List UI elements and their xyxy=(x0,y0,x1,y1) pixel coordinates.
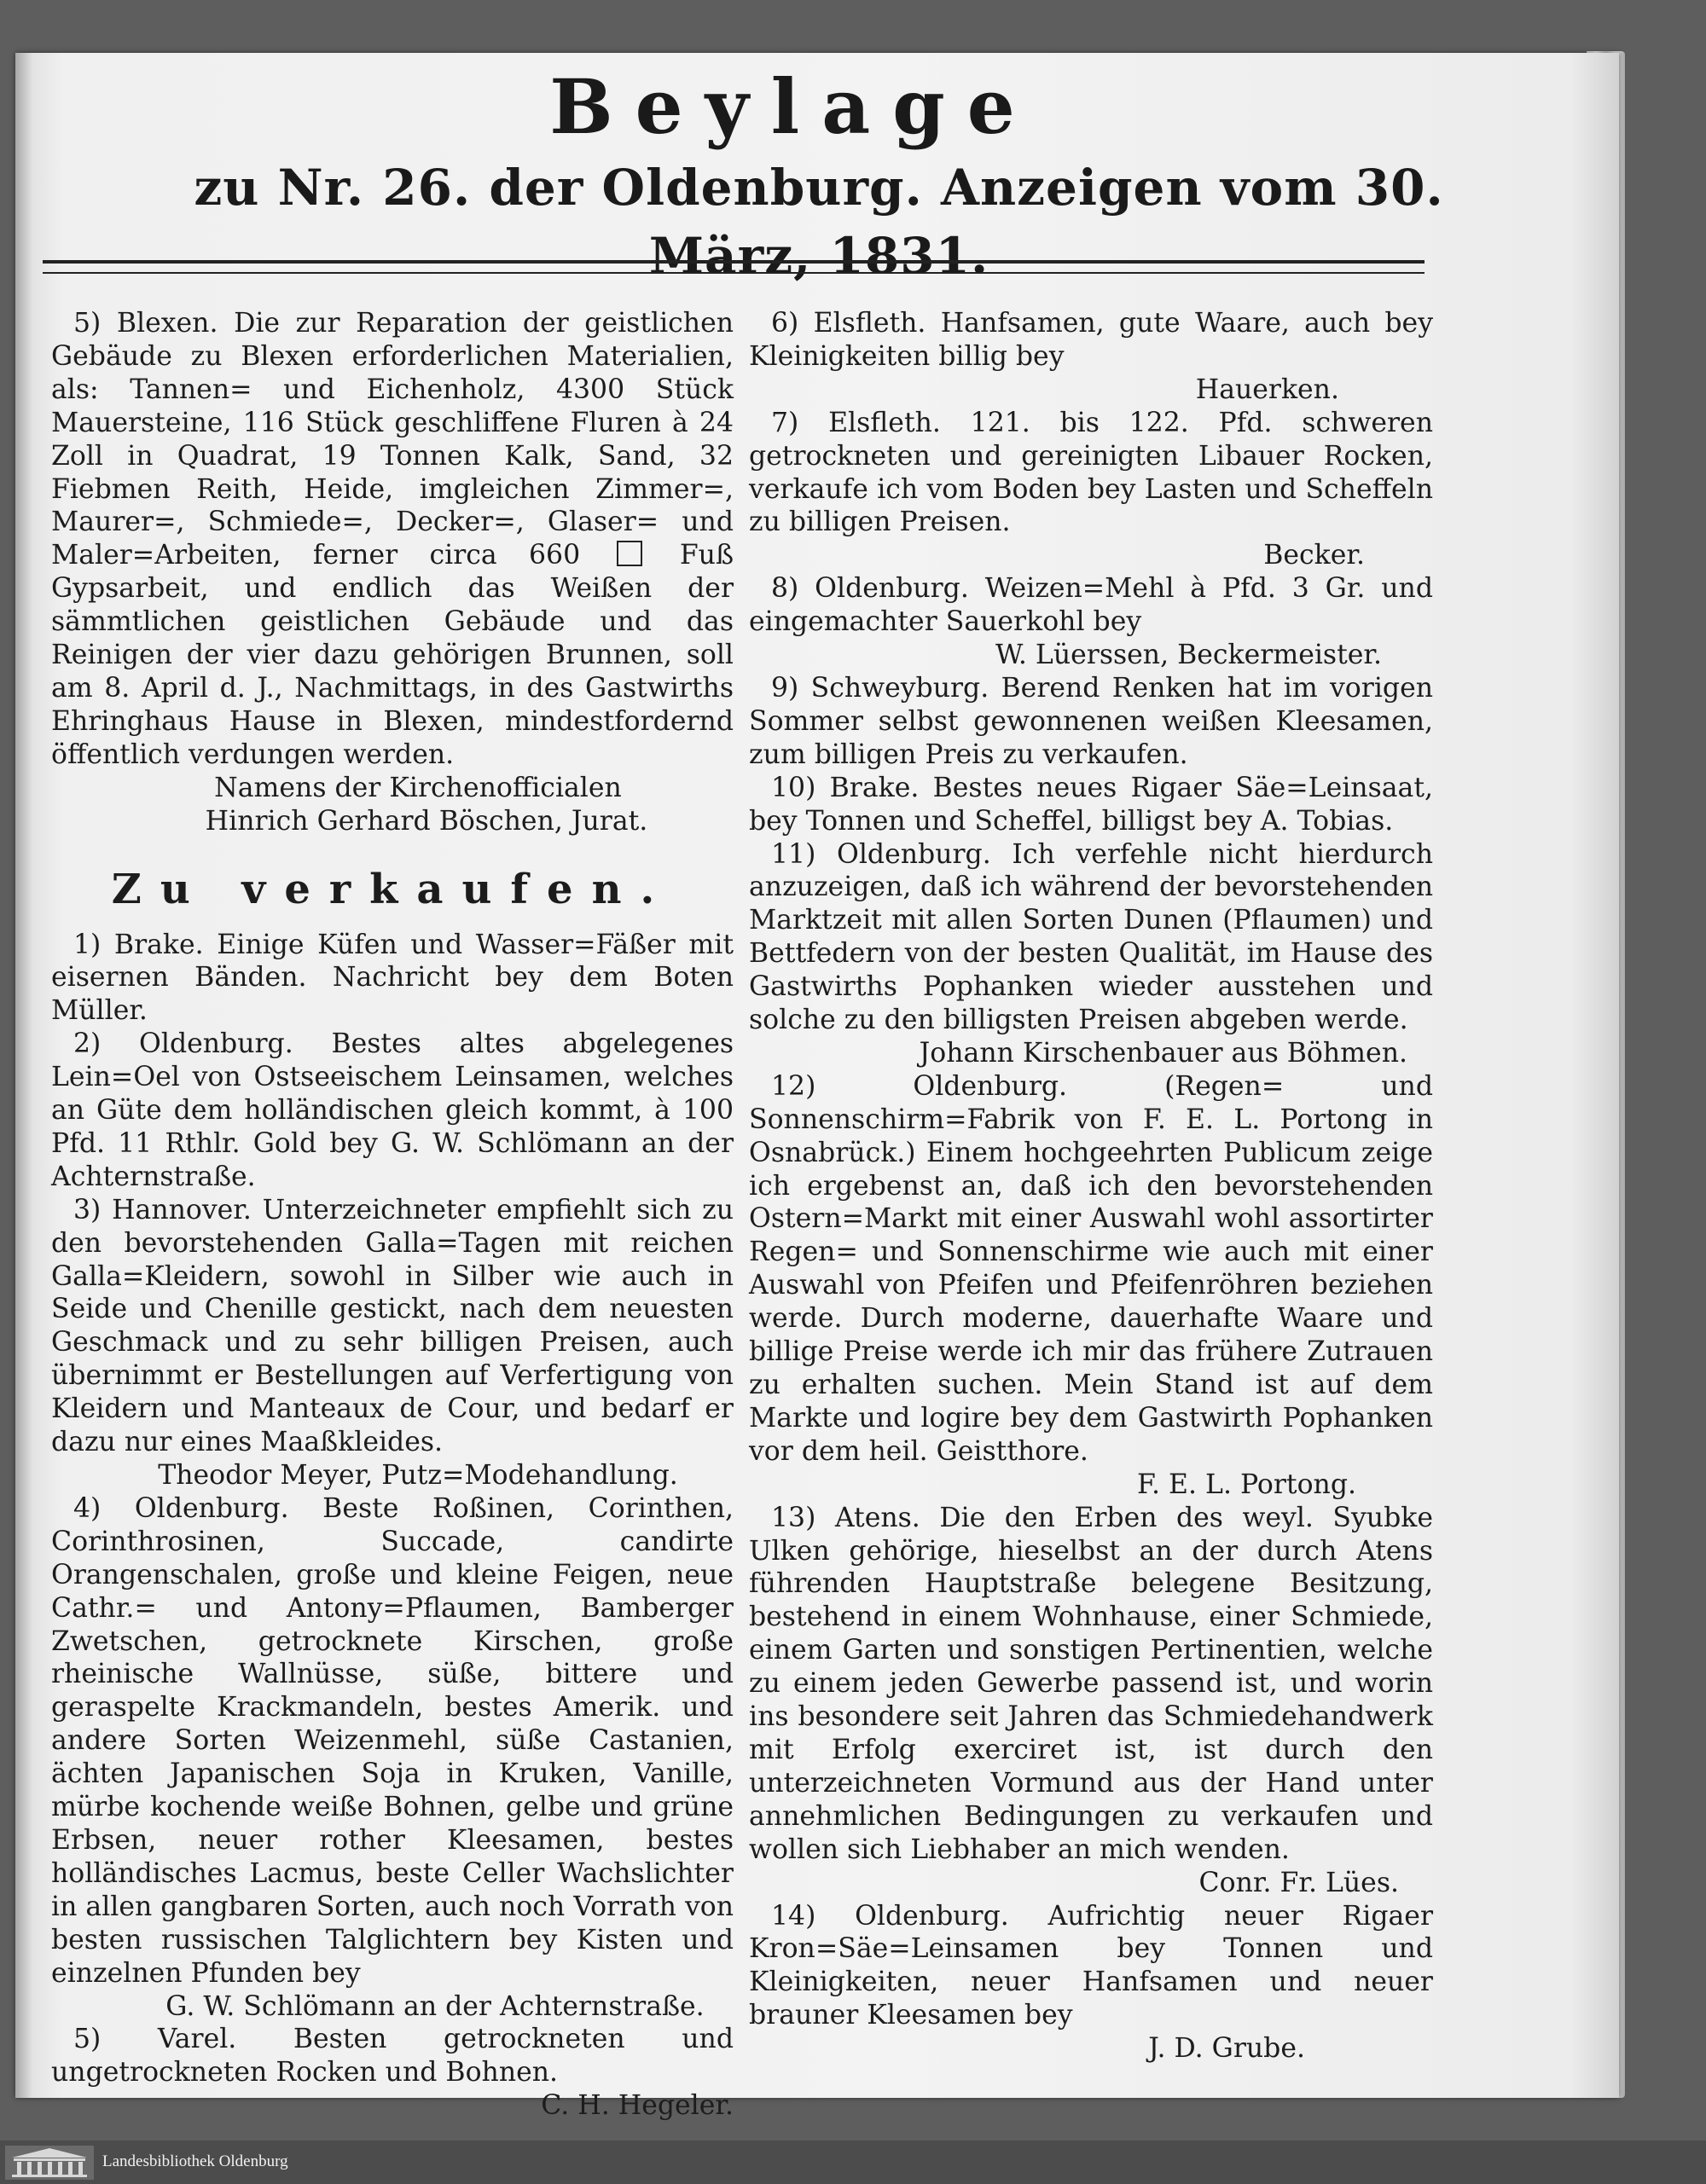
listing-4-oldenburg: 4) Oldenburg. Beste Roßinen, Corinthen, Corinthrosinen, Succade, candirte Orangenschalen, große und kleine Feigen, neue Cathr.= und Antony=Pflaumen, Bamberger Zwetschen, getrocknete Kirschen, große rheinische Wallnüsse, süße, bittere und geraspelte Krackmandeln, bestes Amerik. und andere Sorten Weizenmehl, süße Castanien, ächten Japanischen Soja in Kruken, Vanille, mürbe kochende weiße Bohnen, gelbe und grüne Erbsen, neuer rother Kleesamen, bestes holländisches Lacmus, beste Celler Wachslichter in allen gangbaren Sorten, auch noch Vorrath von besten russischen Talglichtern bey Kisten und einzelnen Pfunden bey xyxy=(51,1492,734,1989)
right-column xyxy=(749,307,1433,2065)
signature-portong: F. E. L. Portong. xyxy=(1137,1469,1356,1500)
footer-bar xyxy=(0,2141,1706,2184)
listing-10-brake: 10) Brake. Bestes neues Rigaer Säe=Leinsaat, bey Tonnen und Scheffel, billigst bey A. Tobias. xyxy=(749,772,1433,837)
listing-14-oldenburg: 14) Oldenburg. Aufrichtig neuer Rigaer Kron=Säe=Leinsamen bey Tonnen und Kleinigkeiten, neuer Hanfsamen und neuer brauner Kleesamen bey xyxy=(749,1900,1433,2031)
listing-3-hannover: 3) Hannover. Unterzeichneter empfiehlt sich zu den bevorstehenden Galla=Tagen mit reichen Galla=Kleidern, sowohl in Silber wie auch in Seide und Chenille gestickt, nach dem neuesten Geschmack und zu sehr billigen Preisen, auch übernimmt er Bestellungen auf Verfertigung von Kleidern und Manteaux de Cour, und bedarf er dazu nur eines Maaßkleides. xyxy=(51,1194,734,1458)
listing-6-elsfleth: 6) Elsfleth. Hanfsamen, gute Waare, auch bey Kleinigkeiten billig bey xyxy=(749,308,1433,372)
signature-boeschen: Hinrich Gerhard Böschen, Jurat. xyxy=(205,805,648,837)
signature-kirschenbauer: Johann Kirschenbauer aus Böhmen. xyxy=(919,1037,1407,1069)
signature-kirchenofficialen: Namens der Kirchenofficialen xyxy=(214,772,622,803)
signature-hauerken: Hauerken. xyxy=(1195,374,1339,405)
notice-blexen xyxy=(51,307,734,772)
listing-1-brake: 1) Brake. Einige Küfen und Wasser=Fäßer mit eisernen Bänden. Nachricht bey dem Boten Müller. xyxy=(51,929,734,1027)
listing-2-oldenburg: 2) Oldenburg. Bestes altes abgelegenes Lein=Oel von Ostseeischem Leinsamen, welches an Güte dem holländischen gleich kommt, à 100 Pfd. 11 Rthlr. Gold bey G. W. Schlömann an der Achternstraße. xyxy=(51,1028,734,1192)
square-symbol xyxy=(617,541,642,566)
header-rule xyxy=(43,260,1425,274)
library-building-icon xyxy=(5,2146,94,2180)
signature-becker: Becker. xyxy=(1263,540,1365,571)
signature-grube: J. D. Grube. xyxy=(1148,2033,1305,2065)
listing-13-atens: 13) Atens. Die den Erben des weyl. Syubke Ulken gehörige, hieselbst an der durch Atens führenden Hauptstraße belegene Besitzung, bestehend in einem Wohnhause, einer Schmiede, einem Garten und sonstigen Pertinentien, welche zu einem jeden Gewerbe passend ist, und worin ins besondere seit Jahren das Schmiedehandwerk mit Erfolg exerciret ist, ist durch den unterzeichneten Vormund aus der Hand unter annehmlichen Bedingungen zu verkaufen und wollen sich Liebhaber an mich wenden. xyxy=(749,1502,1433,1865)
notice-blexen-text-a: 5) Blexen. Die zur Reparation der geistlichen Gebäude zu Blexen erforderlichen Materialien, als: Tannen= und Eichenholz, 4300 Stück Mauersteine, 116 Stück geschliffene Fluren à 24 Zoll in Quadrat, 19 Tonnen Kalk, Sand, 32 Fiebmen Reith, Heide, imgleichen Zimmer=, Maurer=, Schmiede=, Decker=, Glaser= und Maler=Arbeiten, ferner circa 660 xyxy=(51,308,734,571)
listing-7-elsfleth: 7) Elsfleth. 121. bis 122. Pfd. schweren getrockneten und gereinigten Libauer Rocken, verkaufe ich vom Boden bey Lasten und Scheffeln zu billigen Preisen. xyxy=(749,407,1433,538)
listing-11-oldenburg: 11) Oldenburg. Ich verfehle nicht hierdurch anzuzeigen, daß ich während der bevorstehenden Marktzeit mit allen Sorten Dunen (Pflaumen) und Bettfedern von der besten Qualität, im Hause des Gastwirths Pophanken wieder ausstehen und solche zu den billigsten Preisen abgeben werde. xyxy=(749,838,1433,1036)
page-binding-edge xyxy=(15,53,32,2098)
listing-8-oldenburg: 8) Oldenburg. Weizen=Mehl à Pfd. 3 Gr. und eingemachter Sauerkohl bey xyxy=(749,573,1433,638)
page-header xyxy=(34,60,1484,290)
listing-9-schweyburg: 9) Schweyburg. Berend Renken hat im vorigen Sommer selbst gewonnenen weißen Kleesamen, zum billigen Preis zu verkaufen. xyxy=(749,672,1433,770)
listing-12-oldenburg: 12) Oldenburg. (Regen= und Sonnenschirm=Fabrik von F. E. L. Portong in Osnabrück.) Einem hochgeehrten Publicum zeige ich ergebenst an, daß ich den bevorstehenden Ostern=Markt mit einer Auswahl wohl assortirter Regen= und Sonnenschirme wie auch mit einer Auswahl von Pfeifen und Pfeifenröhren beziehen werde. Durch moderne, dauerhafte Waare und billige Preise werde ich mir das frühere Zutrauen zu erhalten suchen. Mein Stand ist auf dem Markte und logire bey dem Gastwirth Pophanken vor dem heil. Geistthore. xyxy=(749,1070,1433,1467)
signature-meyer: Theodor Meyer, Putz=Modehandlung. xyxy=(158,1460,678,1491)
left-column xyxy=(51,307,734,2123)
section-heading-zu-verkaufen: Zu verkaufen. xyxy=(111,865,674,913)
signature-luerssen: W. Lüerssen, Beckermeister. xyxy=(995,640,1382,671)
page-title: Beylage xyxy=(549,62,1037,151)
listing-5-varel: 5) Varel. Besten getrockneten und ungetrockneten Rocken und Bohnen. xyxy=(51,2024,734,2088)
signature-hegeler: C. H. Hegeler. xyxy=(541,2090,734,2122)
notice-blexen-text-b: Fuß Gypsarbeit, und endlich das Weißen der sämmtlichen geistlichen Gebäude und das Reinigen der vier dazu gehörigen Brunnen, soll am 8. April d. J., Nachmittags, in des Gastwirths Ehringhaus Hause in Blexen, mindestfordernd öffentlich verdungen werden. xyxy=(51,540,734,770)
signature-schloemann: G. W. Schlömann an der Achternstraße. xyxy=(165,1990,705,2022)
page-subtitle: zu Nr. 26. der Oldenburg. Anzeigen vom 30. März, 1831. xyxy=(194,159,1444,285)
footer-library-name: Landesbibliothek Oldenburg xyxy=(102,2152,288,2170)
signature-luees: Conr. Fr. Lües. xyxy=(1198,1867,1399,1898)
